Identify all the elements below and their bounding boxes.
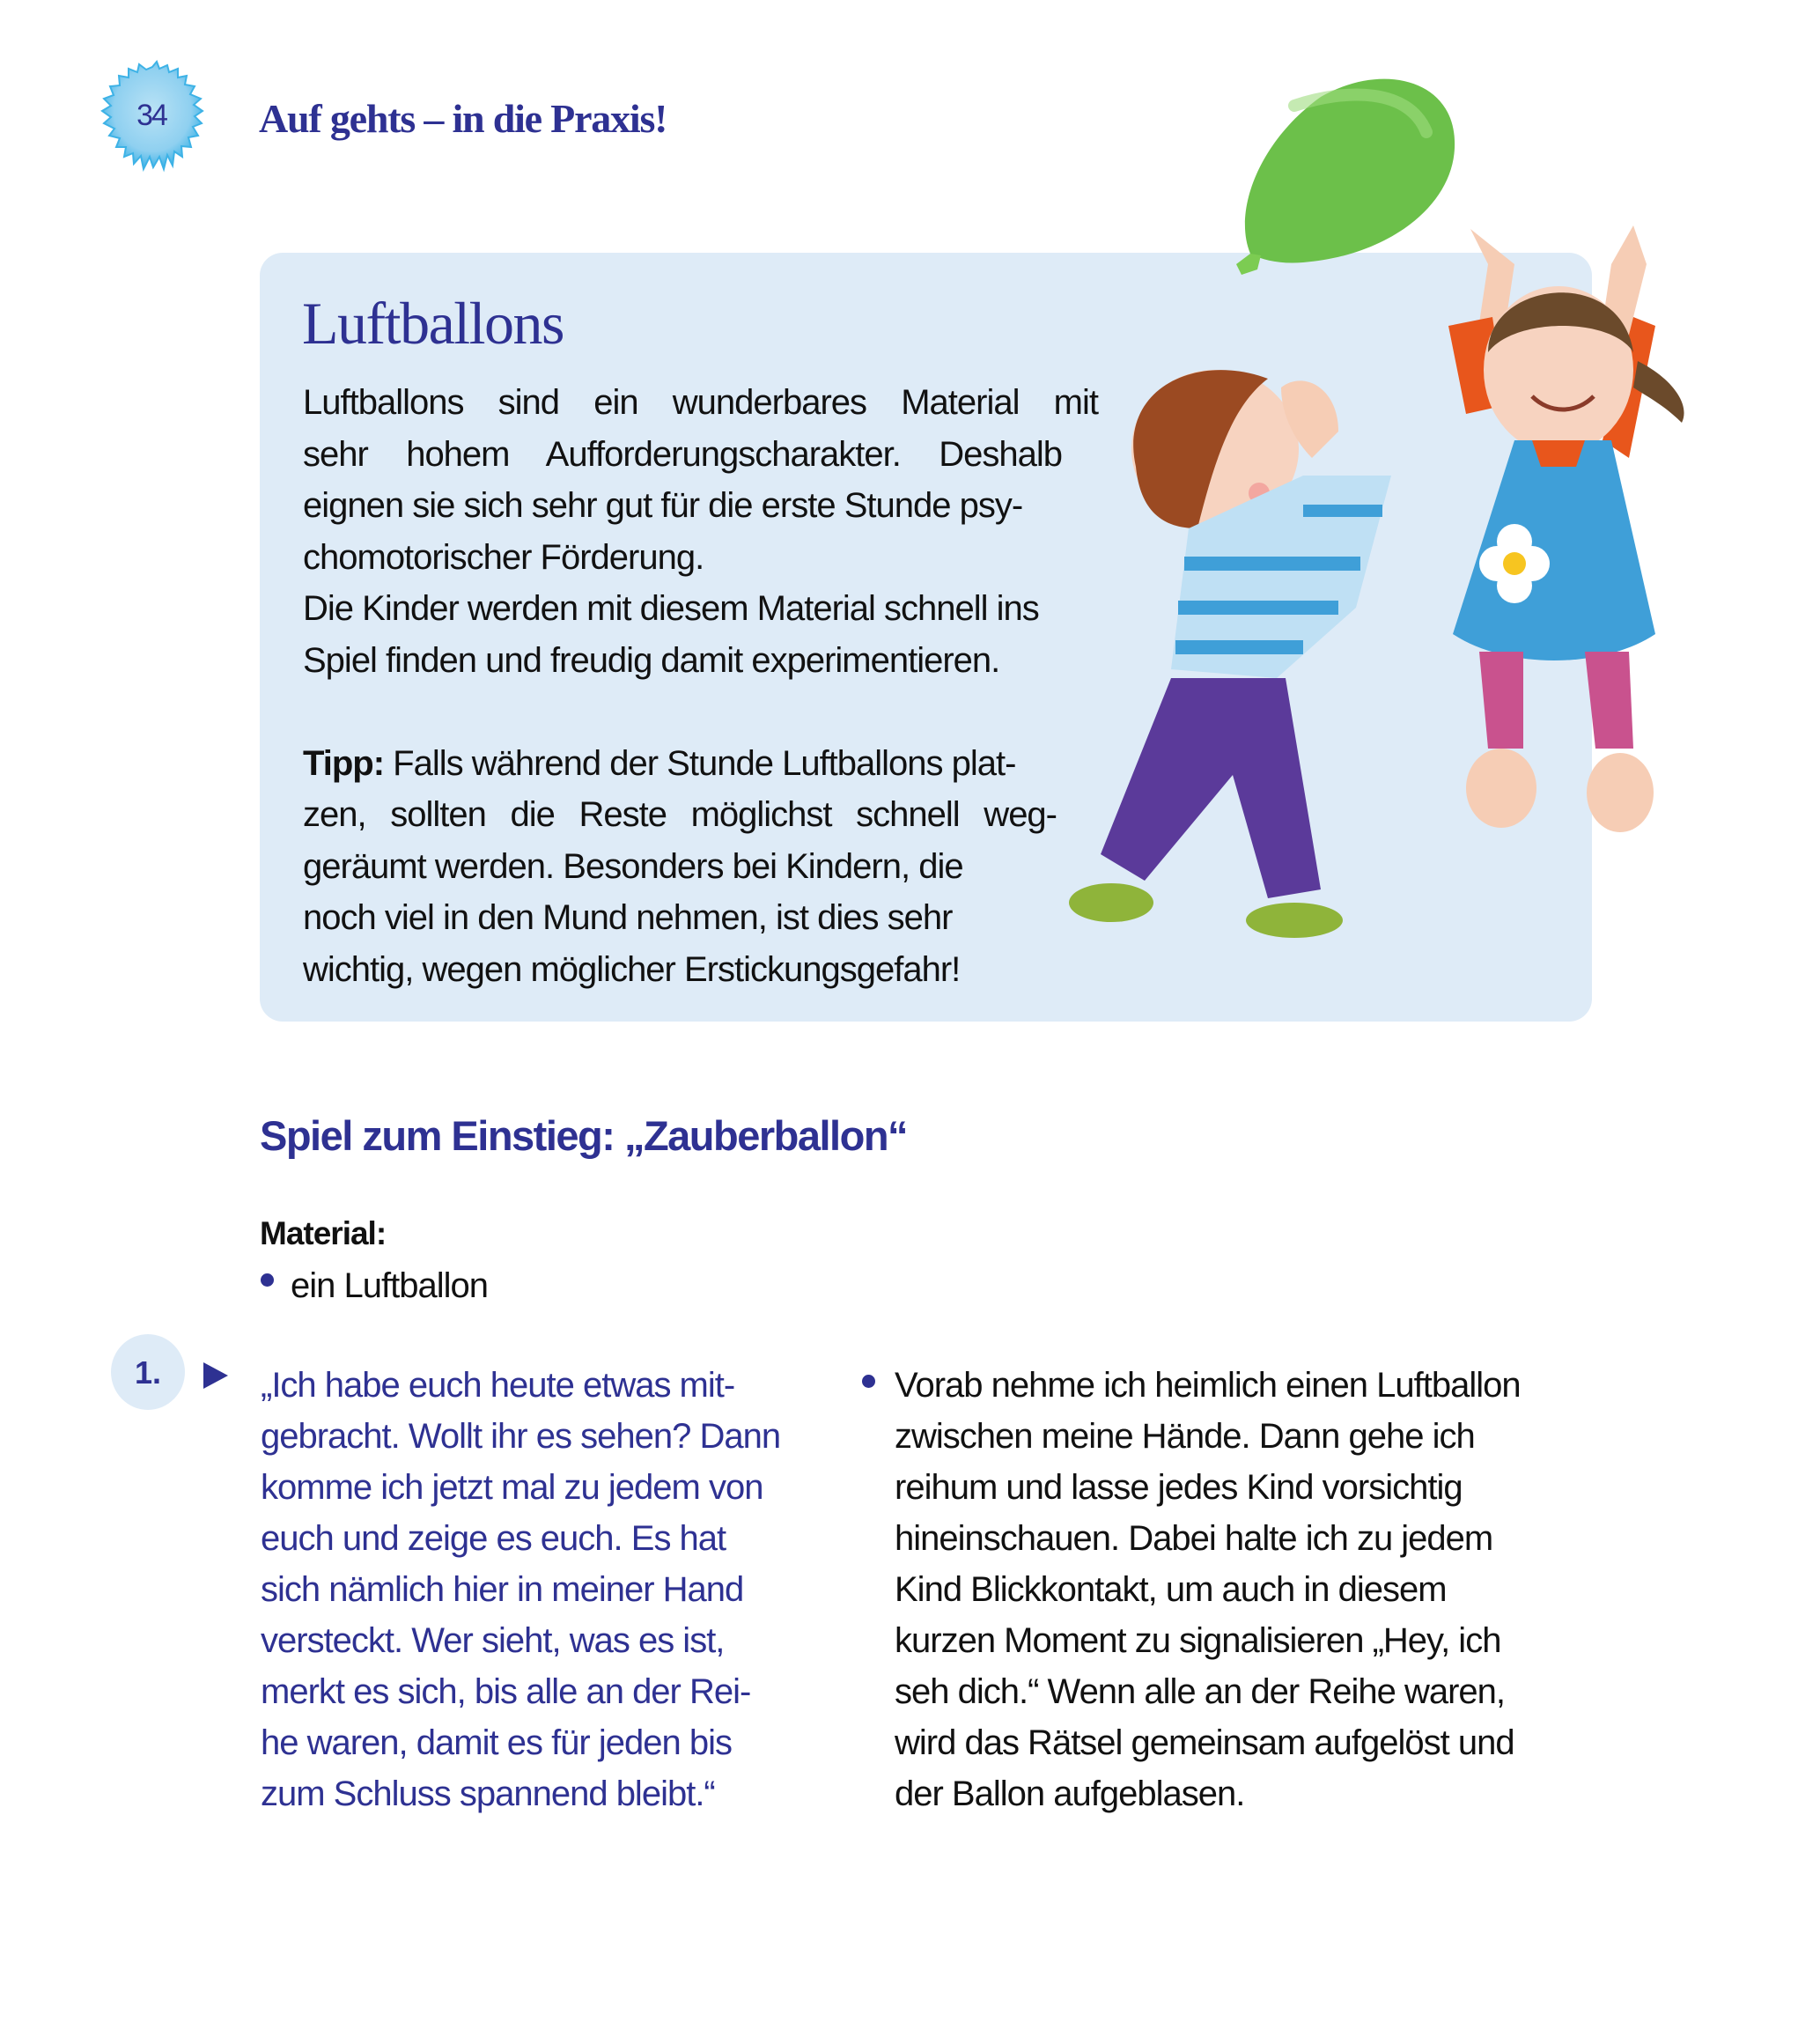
children-balloon-illustration xyxy=(1057,70,1726,960)
instruction-line: zwischen meine Hände. Dann gehe ich xyxy=(895,1417,1475,1456)
instruction-line: kurzen Moment zu signalisieren „Hey, ich xyxy=(895,1621,1501,1660)
illustration-graphic xyxy=(1057,70,1726,960)
speech-line: sich nämlich hier in meiner Hand xyxy=(261,1570,744,1609)
step-number: 1. xyxy=(134,1354,162,1391)
material-item: ein Luftballon xyxy=(291,1266,488,1305)
instruction-line: wird das Rätsel gemeinsam aufgelöst und xyxy=(895,1723,1514,1762)
girl-figure xyxy=(1448,225,1684,832)
material-label: Material: xyxy=(260,1215,387,1251)
instruction-line: Vorab nehme ich heimlich einen Luftballon xyxy=(895,1366,1521,1405)
bullet-icon xyxy=(261,1273,274,1287)
tip-label: Tipp: xyxy=(303,744,385,783)
play-arrow-icon xyxy=(203,1362,228,1389)
speech-line: komme ich jetzt mal zu jedem von xyxy=(261,1468,763,1507)
paragraph-line: Spiel finden und freudig damit experimentieren. xyxy=(303,641,1000,680)
instruction-line: Kind Blickkontakt, um auch in diesem xyxy=(895,1570,1447,1609)
tip-line: geräumt werden. Besonders bei Kindern, die xyxy=(303,847,963,886)
speech-line: „Ich habe euch heute etwas mit- xyxy=(261,1366,735,1405)
speech-line: euch und zeige es euch. Es hat xyxy=(261,1519,726,1558)
tip-line: wichtig, wegen möglicher Erstickungsgefahr! xyxy=(303,950,961,989)
instruction-line: der Ballon aufgeblasen. xyxy=(895,1774,1245,1813)
paragraph-line: chomotorischer Förderung. xyxy=(303,538,704,577)
speech-line: he waren, damit es für jeden bis xyxy=(261,1723,732,1762)
page-number: 34 xyxy=(136,99,166,132)
bullet-icon xyxy=(862,1375,875,1388)
paragraph-line: eignen sie sich sehr gut für die erste Stunde psy- xyxy=(303,486,1023,525)
speech-line: zum Schluss spannend bleibt.“ xyxy=(261,1774,715,1813)
speech-line: versteckt. Wer sieht, was es ist, xyxy=(261,1621,725,1660)
instruction-line: seh dich.“ Wenn alle an der Reihe waren, xyxy=(895,1672,1506,1711)
running-title: Auf gehts – in die Praxis! xyxy=(259,96,667,141)
instruction-line: hineinschauen. Dabei halte ich zu jedem xyxy=(895,1519,1493,1558)
game-heading: Spiel zum Einstieg: „Zauberballon“ xyxy=(260,1112,908,1159)
boy-figure xyxy=(1069,370,1391,938)
box-title: Luftballons xyxy=(302,290,564,357)
instruction-line: reihum und lasse jedes Kind vorsichtig xyxy=(895,1468,1463,1507)
balloon-icon xyxy=(1236,79,1455,275)
tip-line: Falls während der Stunde Luftballons plat- xyxy=(393,744,1016,783)
tip-line: noch viel in den Mund nehmen, ist dies sehr xyxy=(303,898,953,937)
speech-line: merkt es sich, bis alle an der Rei- xyxy=(261,1672,751,1711)
tip-line: zen, sollten die Reste möglichst schnell weg- xyxy=(303,795,1057,834)
paragraph-line: Die Kinder werden mit diesem Material schnell ins xyxy=(303,589,1039,628)
paragraph-line: sehr hohem Aufforderungscharakter. Deshalb xyxy=(303,435,1062,474)
paragraph-line: Luftballons sind ein wunderbares Material mit xyxy=(303,383,1098,422)
tip-first-line xyxy=(303,746,1015,781)
speech-line: gebracht. Wollt ihr es sehen? Dann xyxy=(261,1417,781,1456)
